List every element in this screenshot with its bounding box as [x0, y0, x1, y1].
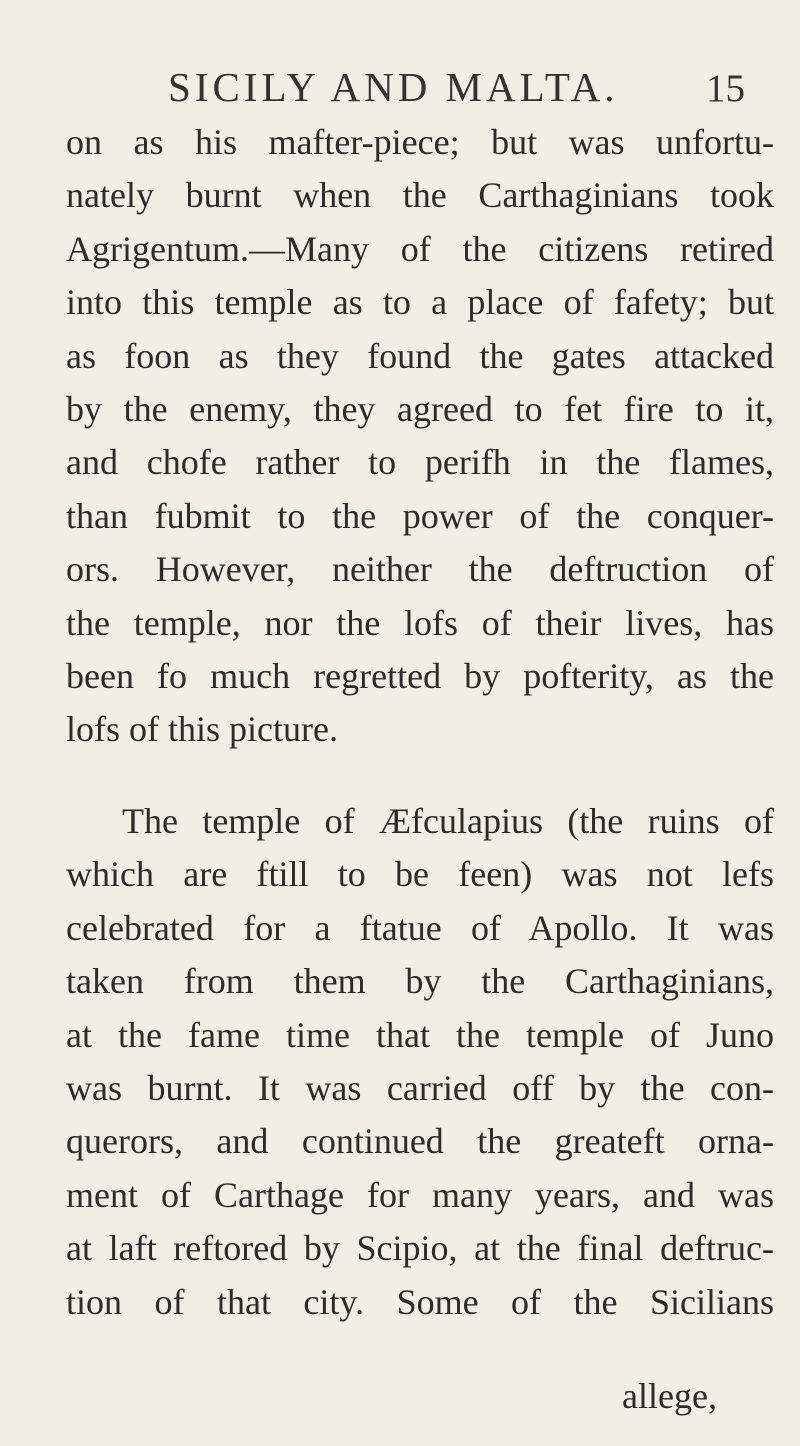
text-line: which are ftill to be feen) was not lefs [66, 854, 774, 895]
text-line: The temple of Æfculapius (the ruins of [122, 800, 774, 841]
text-line: Agrigentum.—Many of the citizens retired [66, 228, 774, 269]
catchword: allege, [622, 1376, 717, 1416]
text-line: at laft reftored by Scipio, at the final deftruc- [66, 1228, 774, 1269]
page-number: 15 [706, 67, 745, 110]
text-line: nately burnt when the Carthaginians took [66, 175, 774, 216]
text-line: was burnt. It was carried off by the con- [66, 1067, 774, 1108]
text-line: celebrated for a ftatue of Apollo. It was [66, 907, 774, 948]
text-line: been fo much regretted by pofterity, as the [66, 656, 774, 697]
text-line: ment of Carthage for many years, and was [66, 1174, 774, 1215]
running-head: SICILY AND MALTA. [168, 64, 619, 110]
text-line: into this temple as to a place of fafety; but [66, 282, 774, 323]
text-line: querors, and continued the greateft orna- [66, 1121, 774, 1162]
text-line: than fubmit to the power of the conquer- [66, 495, 774, 536]
text-line: the temple, nor the lofs of their lives, has [66, 602, 774, 643]
text-line: ors. However, neither the deftruction of [66, 549, 774, 590]
text-line: and chofe rather to perifh in the flames, [66, 442, 774, 483]
page-header [0, 62, 800, 112]
text-line: lofs of this picture. [66, 709, 338, 750]
text-line: on as his mafter-piece; but was unfortu- [66, 122, 774, 162]
text-line: tion of that city. Some of the Sicilians [66, 1281, 774, 1322]
text-line: taken from them by the Carthaginians, [66, 961, 774, 1002]
paragraph-spacer [66, 757, 774, 795]
body-text [66, 116, 774, 1329]
text-line: at the fame time that the temple of Juno [66, 1014, 774, 1055]
text-line: as foon as they found the gates attacked [66, 335, 774, 376]
paragraph-2 [66, 795, 774, 1329]
text-line: by the enemy, they agreed to fet fire to it, [66, 389, 774, 430]
paragraph-1 [66, 116, 774, 757]
